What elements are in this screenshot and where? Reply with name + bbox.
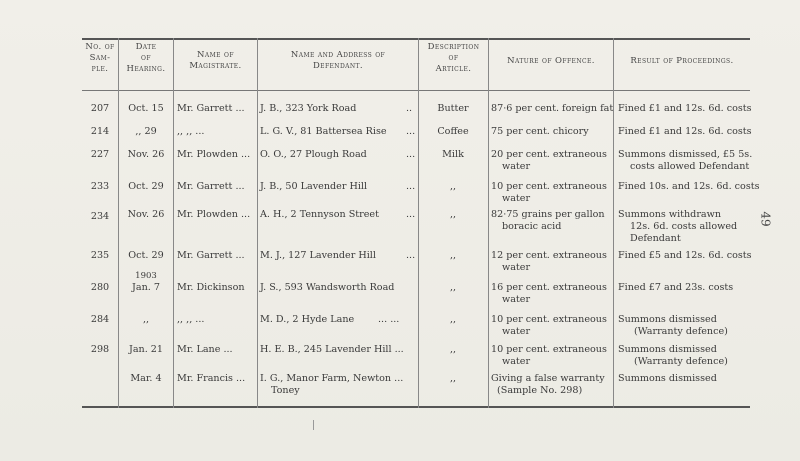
- article: ,,: [449, 209, 457, 220]
- result: Summons dismissed: [618, 373, 717, 384]
- hearing-date: ,,: [142, 314, 150, 325]
- column-divider: [488, 38, 489, 408]
- magistrate: Mr. Plowden ...: [177, 209, 251, 220]
- offence: 75 per cent. chicory: [491, 126, 589, 137]
- magistrate: Mr. Lane ...: [177, 344, 233, 355]
- article: ,,: [449, 250, 457, 261]
- magistrate: ,, ,, ...: [177, 314, 205, 325]
- hearing-date: Oct. 29: [128, 250, 164, 261]
- hearing-date: Nov. 26: [127, 149, 165, 160]
- result: Fined 10s. and 12s. 6d. costs: [618, 181, 760, 192]
- header-result: Result of Proceedings.: [630, 56, 734, 66]
- sample-number: 235: [90, 250, 110, 261]
- defendant: O. O., 27 Plough Road ...: [260, 149, 416, 160]
- magistrate: Mr. Garrett ...: [177, 181, 245, 192]
- column-divider: [173, 38, 174, 408]
- article: Milk: [442, 149, 464, 160]
- hearing-date: Jan. 7: [132, 282, 160, 293]
- article: ,,: [449, 314, 457, 325]
- offence: 10 per cent. extraneous water: [491, 181, 607, 204]
- offence: 10 per cent. extraneous water: [491, 344, 607, 367]
- header-rule: [82, 90, 750, 91]
- hearing-date: Mar. 4: [130, 373, 162, 384]
- column-divider: [613, 38, 614, 408]
- sample-number: 233: [90, 181, 110, 192]
- offence: 87·6 per cent. foreign fat: [491, 103, 614, 114]
- sample-number: 227: [90, 149, 110, 160]
- sample-number: 280: [90, 282, 110, 293]
- table-bottom-rule: [82, 406, 750, 408]
- header-magistrate: Name of Magistrate.: [189, 50, 242, 71]
- article: ,,: [449, 373, 457, 384]
- magistrate: Mr. Garrett ...: [177, 103, 245, 114]
- sample-number: 234: [90, 211, 110, 222]
- defendant: J. B., 323 York Road ..: [260, 103, 413, 114]
- sample-number: 298: [90, 344, 110, 355]
- magistrate: Mr. Garrett ...: [177, 250, 245, 261]
- defendant: L. G. V., 81 Battersea Rise ...: [260, 126, 416, 137]
- hearing-date: Oct. 29: [128, 181, 164, 192]
- hearing-year: 1903: [135, 271, 157, 281]
- sample-number: 284: [90, 314, 110, 325]
- result: Fined £5 and 12s. 6d. costs: [618, 250, 752, 261]
- sample-number: 207: [90, 103, 110, 114]
- result: Fined £1 and 12s. 6d. costs: [618, 126, 752, 137]
- offence: 12 per cent. extraneous water: [491, 250, 607, 273]
- result: Fined £1 and 12s. 6d. costs: [618, 103, 752, 114]
- article: ,,: [449, 181, 457, 192]
- defendant: I. G., Manor Farm, Newton ... Toney: [260, 373, 404, 396]
- defendant: M. D., 2 Hyde Lane ... ...: [260, 314, 400, 325]
- defendant: J. B., 50 Lavender Hill ...: [260, 181, 416, 192]
- scan-mark: [313, 420, 314, 430]
- offence: 16 per cent. extraneous water: [491, 282, 607, 305]
- table-top-rule: [82, 38, 750, 40]
- header-offence: Nature of Offence.: [507, 56, 595, 66]
- magistrate: Mr. Francis ...: [177, 373, 246, 384]
- defendant: M. J., 127 Lavender Hill ...: [260, 250, 416, 261]
- header-defendant: Name and Address of Defendant.: [290, 50, 386, 71]
- hearing-date: Nov. 26: [127, 209, 165, 220]
- sample-number: 214: [90, 126, 110, 137]
- result: Summons dismissed (Warranty defence): [618, 314, 728, 337]
- hearing-date: Jan. 21: [128, 344, 164, 355]
- magistrate: Mr. Dickinson: [177, 282, 245, 293]
- offence: Giving a false warranty (Sample No. 298): [491, 373, 605, 396]
- defendant: J. S., 593 Wandsworth Road: [260, 282, 395, 293]
- offence: 20 per cent. extraneous water: [491, 149, 607, 172]
- result: Fined £7 and 23s. costs: [618, 282, 734, 293]
- article: Butter: [437, 103, 469, 114]
- result: Summons dismissed, £5 5s. costs allowed Defendant: [618, 149, 753, 172]
- header-article: Description of Article.: [427, 42, 480, 74]
- header-date: Date of Hearing.: [126, 42, 166, 74]
- result: Summons withdrawn 12s. 6d. costs allowed Defendant: [618, 209, 738, 244]
- defendant: H. E. B., 245 Lavender Hill ...: [260, 344, 404, 355]
- magistrate: ,, ,, ...: [177, 126, 205, 137]
- result: Summons dismissed (Warranty defence): [618, 344, 728, 367]
- page-number: 49: [758, 211, 773, 227]
- article: ,,: [449, 282, 457, 293]
- magistrate: Mr. Plowden ...: [177, 149, 251, 160]
- hearing-date: ,, 29: [135, 126, 157, 137]
- offence: 82·75 grains per gallon boracic acid: [491, 209, 605, 232]
- offence: 10 per cent. extraneous water: [491, 314, 607, 337]
- article: ,,: [449, 344, 457, 355]
- defendant: A. H., 2 Tennyson Street ...: [260, 209, 416, 220]
- hearing-date: Oct. 15: [128, 103, 164, 114]
- column-divider: [118, 38, 119, 408]
- article: Coffee: [437, 126, 469, 137]
- column-divider: [257, 38, 258, 408]
- header-sample: No. of Sam- ple.: [85, 42, 115, 74]
